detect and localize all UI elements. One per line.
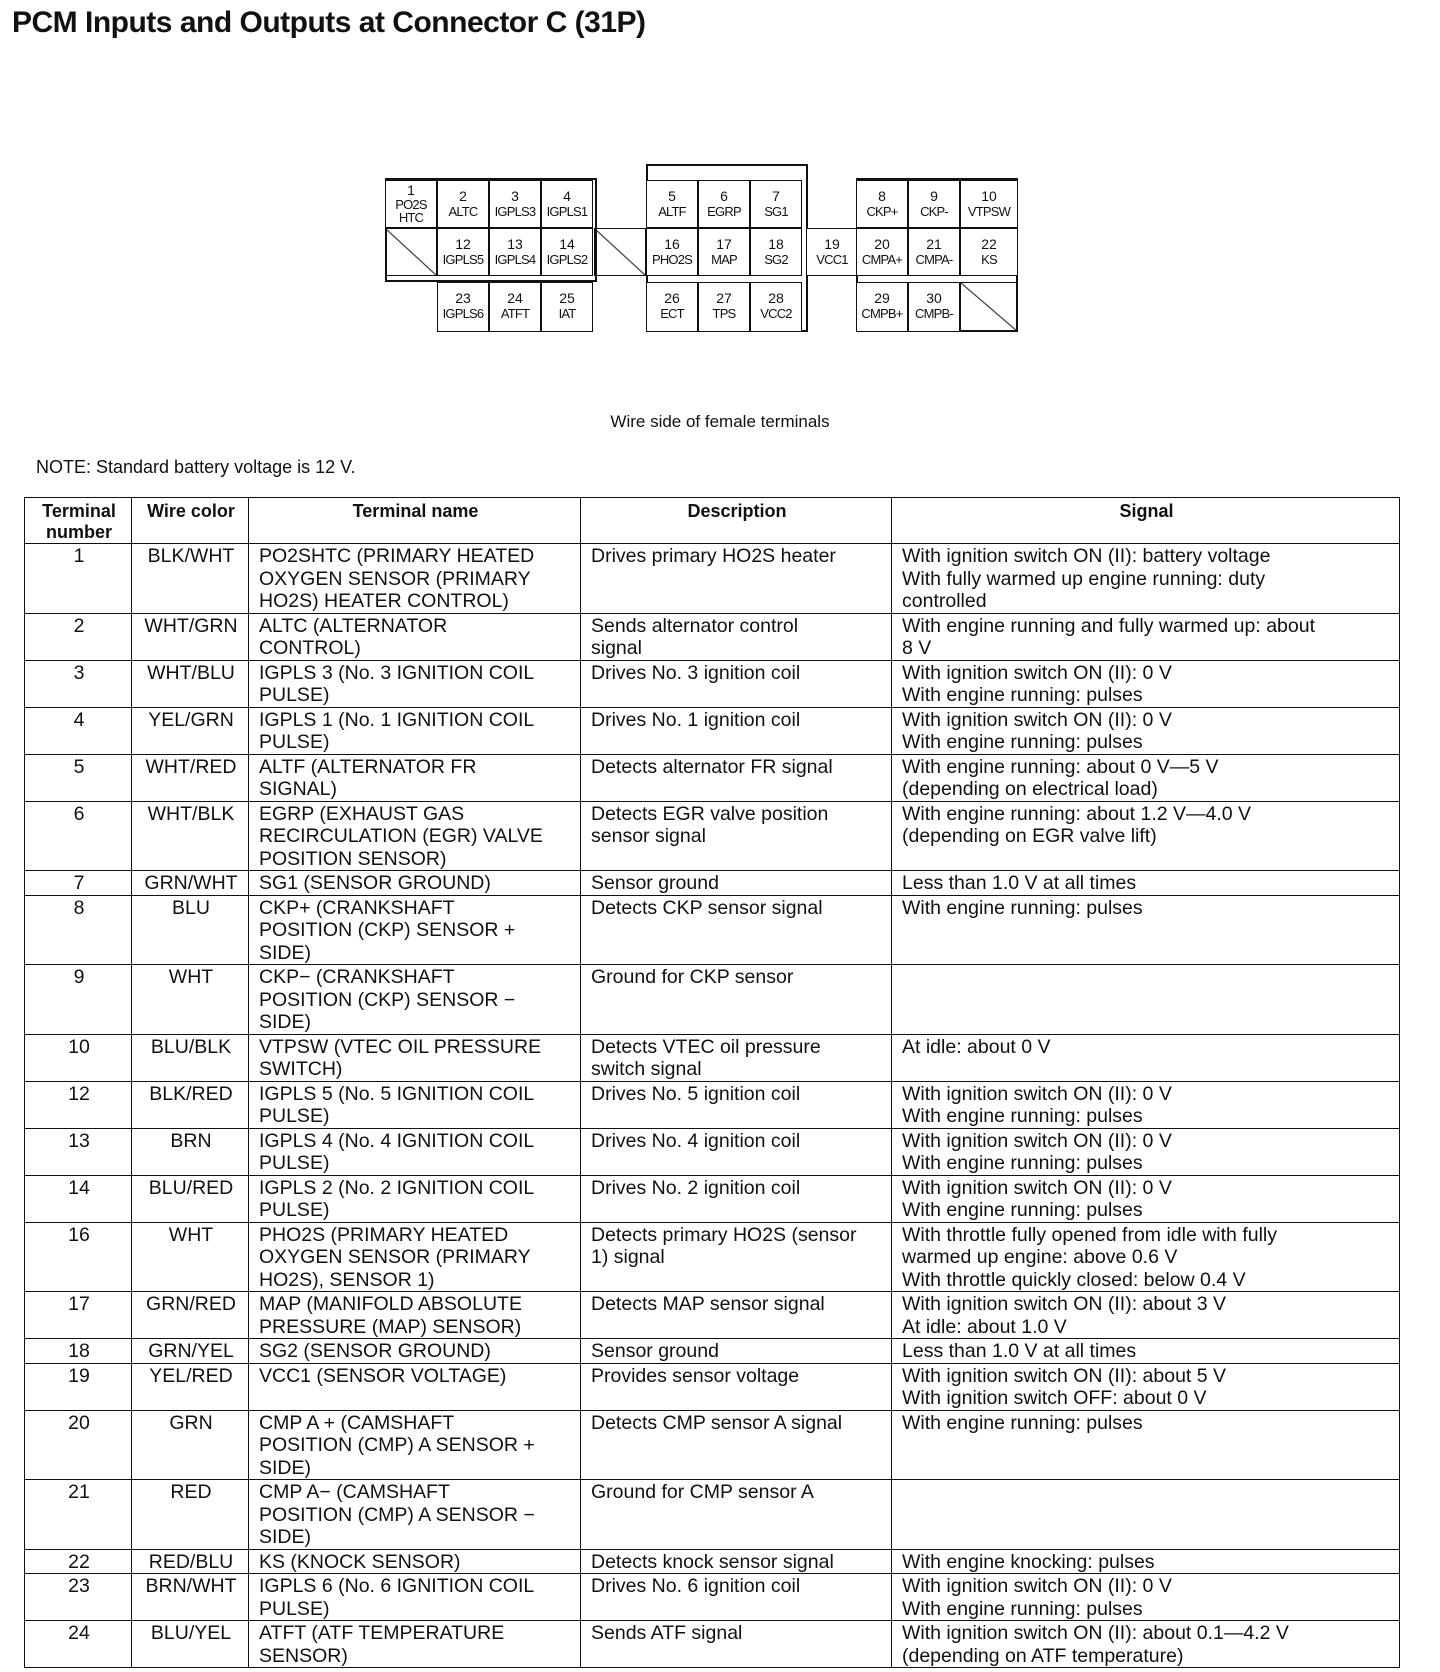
terminal-cell-12: 12 IGPLS5 xyxy=(437,228,489,276)
signal-cell: With engine running: pulses xyxy=(892,1410,1400,1480)
terminal-number-cell: 1 xyxy=(25,544,132,614)
terminal-number-cell: 23 xyxy=(25,1574,132,1621)
terminal-cell-17: 17 MAP xyxy=(698,228,750,276)
wire-color-cell: BLU xyxy=(132,895,249,965)
signal-cell: With ignition switch ON (II): 0 V With engine running: pulses xyxy=(892,1081,1400,1128)
wire-color-cell: WHT/RED xyxy=(132,754,249,801)
terminal-cell-blank-11 xyxy=(385,228,437,276)
description-cell: Detects primary HO2S (sensor 1) signal xyxy=(581,1222,892,1292)
signal-cell: With ignition switch ON (II): battery voltage With fully warmed up engine running: duty controlled xyxy=(892,544,1400,614)
table-row xyxy=(25,1621,1400,1668)
signal-cell: With engine running: about 0 V—5 V (depending on electrical load) xyxy=(892,754,1400,801)
table-row xyxy=(25,754,1400,801)
terminal-name-cell: CMP A− (CAMSHAFT POSITION (CMP) A SENSOR − SIDE) xyxy=(249,1480,581,1550)
wire-color-cell: WHT xyxy=(132,965,249,1035)
terminal-name-cell: IGPLS 1 (No. 1 IGNITION COIL PULSE) xyxy=(249,707,581,754)
wire-color-cell: YEL/RED xyxy=(132,1363,249,1410)
wire-color-cell: BLU/RED xyxy=(132,1175,249,1222)
terminal-cell-8: 8 CKP+ xyxy=(856,180,908,228)
terminal-number-cell: 4 xyxy=(25,707,132,754)
terminal-number-cell: 13 xyxy=(25,1128,132,1175)
signal-cell: With ignition switch ON (II): 0 V With engine running: pulses xyxy=(892,1128,1400,1175)
description-cell: Provides sensor voltage xyxy=(581,1363,892,1410)
signal-cell xyxy=(892,1480,1400,1550)
terminal-cell-5: 5 ALTF xyxy=(646,180,698,228)
header-terminal-name: Terminal name xyxy=(249,498,581,544)
terminal-name-cell: CMP A + (CAMSHAFT POSITION (CMP) A SENSOR + SIDE) xyxy=(249,1410,581,1480)
description-cell: Ground for CMP sensor A xyxy=(581,1480,892,1550)
wire-color-cell: GRN/RED xyxy=(132,1292,249,1339)
terminal-name-cell: SG2 (SENSOR GROUND) xyxy=(249,1339,581,1364)
wire-color-cell: WHT xyxy=(132,1222,249,1292)
terminal-cell-24: 24 ATFT xyxy=(489,282,541,332)
terminal-name-cell: IGPLS 4 (No. 4 IGNITION COIL PULSE) xyxy=(249,1128,581,1175)
terminal-cell-18: 18 SG2 xyxy=(750,228,802,276)
terminal-number-cell: 17 xyxy=(25,1292,132,1339)
wire-color-cell: BLK/WHT xyxy=(132,544,249,614)
header-wire-color: Wire color xyxy=(132,498,249,544)
wire-color-cell: GRN/WHT xyxy=(132,871,249,896)
description-cell: Detects VTEC oil pressure switch signal xyxy=(581,1034,892,1081)
description-cell: Drives No. 6 ignition coil xyxy=(581,1574,892,1621)
terminal-name-cell: ALTF (ALTERNATOR FR SIGNAL) xyxy=(249,754,581,801)
signal-cell: With ignition switch ON (II): about 5 V With ignition switch OFF: about 0 V xyxy=(892,1363,1400,1410)
table-header-row xyxy=(25,498,1400,544)
table-row xyxy=(25,1081,1400,1128)
terminal-number-cell: 10 xyxy=(25,1034,132,1081)
terminal-cell-2: 2 ALTC xyxy=(437,180,489,228)
terminal-name-cell: IGPLS 3 (No. 3 IGNITION COIL PULSE) xyxy=(249,660,581,707)
signal-cell: With ignition switch ON (II): 0 V With engine running: pulses xyxy=(892,1574,1400,1621)
terminal-cell-22: 22 KS xyxy=(960,228,1018,276)
signal-cell: With ignition switch ON (II): about 3 V At idle: about 1.0 V xyxy=(892,1292,1400,1339)
terminal-number-cell: 19 xyxy=(25,1363,132,1410)
terminal-number-cell: 5 xyxy=(25,754,132,801)
signal-cell: With ignition switch ON (II): about 0.1—4.2 V (depending on ATF temperature) xyxy=(892,1621,1400,1668)
terminal-number-cell: 2 xyxy=(25,613,132,660)
table-row xyxy=(25,965,1400,1035)
wire-color-cell: BRN/WHT xyxy=(132,1574,249,1621)
terminal-cell-10: 10 VTPSW xyxy=(960,180,1018,228)
description-cell: Detects CMP sensor A signal xyxy=(581,1410,892,1480)
terminal-name-cell: VCC1 (SENSOR VOLTAGE) xyxy=(249,1363,581,1410)
header-signal: Signal xyxy=(892,498,1400,544)
terminal-cell-3: 3 IGPLS3 xyxy=(489,180,541,228)
signal-cell: At idle: about 0 V xyxy=(892,1034,1400,1081)
description-cell: Drives No. 4 ignition coil xyxy=(581,1128,892,1175)
terminal-cell-21: 21 CMPA- xyxy=(908,228,960,276)
terminal-cell-30: 30 CMPB- xyxy=(908,282,960,332)
table-row xyxy=(25,1292,1400,1339)
table-row xyxy=(25,1574,1400,1621)
terminal-cell-blank-31 xyxy=(960,282,1018,332)
terminal-cell-16: 16 PHO2S xyxy=(646,228,698,276)
terminal-number-cell: 21 xyxy=(25,1480,132,1550)
terminal-cell-29: 29 CMPB+ xyxy=(856,282,908,332)
terminal-number-cell: 6 xyxy=(25,801,132,871)
terminal-number-cell: 16 xyxy=(25,1222,132,1292)
terminal-number-cell: 20 xyxy=(25,1410,132,1480)
terminal-name-cell: ALTC (ALTERNATOR CONTROL) xyxy=(249,613,581,660)
terminal-cell-27: 27 TPS xyxy=(698,282,750,332)
terminal-name-cell: SG1 (SENSOR GROUND) xyxy=(249,871,581,896)
signal-cell: With engine running: about 1.2 V—4.0 V (depending on EGR valve lift) xyxy=(892,801,1400,871)
table-row xyxy=(25,707,1400,754)
description-cell: Ground for CKP sensor xyxy=(581,965,892,1035)
signal-cell: Less than 1.0 V at all times xyxy=(892,1339,1400,1364)
description-cell: Detects MAP sensor signal xyxy=(581,1292,892,1339)
terminal-name-cell: PO2SHTC (PRIMARY HEATED OXYGEN SENSOR (PRIMARY HO2S) HEATER CONTROL) xyxy=(249,544,581,614)
terminal-number-cell: 7 xyxy=(25,871,132,896)
table-row xyxy=(25,613,1400,660)
description-cell: Sensor ground xyxy=(581,1339,892,1364)
terminal-number-cell: 12 xyxy=(25,1081,132,1128)
terminal-cell-23: 23 IGPLS6 xyxy=(437,282,489,332)
table-row xyxy=(25,1480,1400,1550)
description-cell: Drives primary HO2S heater xyxy=(581,544,892,614)
table-row xyxy=(25,1034,1400,1081)
description-cell: Detects knock sensor signal xyxy=(581,1549,892,1574)
battery-note: NOTE: Standard battery voltage is 12 V. xyxy=(36,457,356,477)
table-row xyxy=(25,895,1400,965)
terminal-number-cell: 24 xyxy=(25,1621,132,1668)
terminal-number-cell: 18 xyxy=(25,1339,132,1364)
terminal-name-cell: CKP− (CRANKSHAFT POSITION (CKP) SENSOR − SIDE) xyxy=(249,965,581,1035)
signal-cell: With ignition switch ON (II): 0 V With engine running: pulses xyxy=(892,660,1400,707)
signal-cell: With ignition switch ON (II): 0 V With engine running: pulses xyxy=(892,1175,1400,1222)
signal-cell: With engine knocking: pulses xyxy=(892,1549,1400,1574)
terminal-cell-25: 25 IAT xyxy=(541,282,593,332)
terminal-cell-14: 14 IGPLS2 xyxy=(541,228,593,276)
terminal-cell-blank-15 xyxy=(594,228,646,276)
table-row xyxy=(25,1339,1400,1364)
terminal-cell-28: 28 VCC2 xyxy=(750,282,802,332)
wire-color-cell: RED/BLU xyxy=(132,1549,249,1574)
terminal-cell-4: 4 IGPLS1 xyxy=(541,180,593,228)
description-cell: Detects CKP sensor signal xyxy=(581,895,892,965)
table-row xyxy=(25,1128,1400,1175)
table-row xyxy=(25,1222,1400,1292)
signal-cell: With engine running and fully warmed up: about 8 V xyxy=(892,613,1400,660)
terminal-cell-9: 9 CKP- xyxy=(908,180,960,228)
description-cell: Sensor ground xyxy=(581,871,892,896)
signal-cell: With ignition switch ON (II): 0 V With engine running: pulses xyxy=(892,707,1400,754)
wire-color-cell: BLK/RED xyxy=(132,1081,249,1128)
wire-color-cell: GRN xyxy=(132,1410,249,1480)
terminal-table xyxy=(24,497,1400,1668)
description-cell: Drives No. 1 ignition coil xyxy=(581,707,892,754)
terminal-name-cell: PHO2S (PRIMARY HEATED OXYGEN SENSOR (PRIMARY HO2S), SENSOR 1) xyxy=(249,1222,581,1292)
page-title: PCM Inputs and Outputs at Connector C (31P) xyxy=(12,6,646,39)
terminal-name-cell: IGPLS 6 (No. 6 IGNITION COIL PULSE) xyxy=(249,1574,581,1621)
wire-color-cell: BLU/YEL xyxy=(132,1621,249,1668)
description-cell: Sends alternator control signal xyxy=(581,613,892,660)
terminal-cell-7: 7 SG1 xyxy=(750,180,802,228)
signal-cell: With engine running: pulses xyxy=(892,895,1400,965)
terminal-cell-6: 6 EGRP xyxy=(698,180,750,228)
wire-color-cell: YEL/GRN xyxy=(132,707,249,754)
terminal-name-cell: ATFT (ATF TEMPERATURE SENSOR) xyxy=(249,1621,581,1668)
terminal-number-cell: 22 xyxy=(25,1549,132,1574)
terminal-name-cell: CKP+ (CRANKSHAFT POSITION (CKP) SENSOR + SIDE) xyxy=(249,895,581,965)
terminal-name-cell: EGRP (EXHAUST GAS RECIRCULATION (EGR) VALVE POSITION SENSOR) xyxy=(249,801,581,871)
terminal-number-cell: 9 xyxy=(25,965,132,1035)
terminal-cell-19: 19 VCC1 xyxy=(806,228,858,276)
table-body xyxy=(25,544,1400,1668)
table-row xyxy=(25,1410,1400,1480)
table-row xyxy=(25,660,1400,707)
header-description: Description xyxy=(581,498,892,544)
terminal-number-cell: 14 xyxy=(25,1175,132,1222)
connector-caption: Wire side of female terminals xyxy=(610,412,830,431)
wire-color-cell: BRN xyxy=(132,1128,249,1175)
wire-color-cell: GRN/YEL xyxy=(132,1339,249,1364)
terminal-number-cell: 8 xyxy=(25,895,132,965)
table-row xyxy=(25,1363,1400,1410)
table-row xyxy=(25,801,1400,871)
terminal-cell-26: 26 ECT xyxy=(646,282,698,332)
wire-color-cell: WHT/BLU xyxy=(132,660,249,707)
signal-cell: With throttle fully opened from idle with fully warmed up engine: above 0.6 V With throttle quickly closed: below 0.4 V xyxy=(892,1222,1400,1292)
table-row xyxy=(25,1175,1400,1222)
terminal-name-cell: IGPLS 5 (No. 5 IGNITION COIL PULSE) xyxy=(249,1081,581,1128)
description-cell: Drives No. 3 ignition coil xyxy=(581,660,892,707)
wire-color-cell: RED xyxy=(132,1480,249,1550)
table-row xyxy=(25,871,1400,896)
terminal-cell-13: 13 IGPLS4 xyxy=(489,228,541,276)
terminal-name-cell: IGPLS 2 (No. 2 IGNITION COIL PULSE) xyxy=(249,1175,581,1222)
table-row xyxy=(25,1549,1400,1574)
description-cell: Sends ATF signal xyxy=(581,1621,892,1668)
description-cell: Detects alternator FR signal xyxy=(581,754,892,801)
terminal-cell-1: 1 PO2S HTC xyxy=(385,180,437,228)
table-row xyxy=(25,544,1400,614)
description-cell: Drives No. 2 ignition coil xyxy=(581,1175,892,1222)
description-cell: Drives No. 5 ignition coil xyxy=(581,1081,892,1128)
wire-color-cell: WHT/GRN xyxy=(132,613,249,660)
terminal-number-cell: 3 xyxy=(25,660,132,707)
header-terminal-number: Terminal number xyxy=(25,498,132,544)
signal-cell: Less than 1.0 V at all times xyxy=(892,871,1400,896)
description-cell: Detects EGR valve position sensor signal xyxy=(581,801,892,871)
terminal-name-cell: VTPSW (VTEC OIL PRESSURE SWITCH) xyxy=(249,1034,581,1081)
terminal-name-cell: MAP (MANIFOLD ABSOLUTE PRESSURE (MAP) SENSOR) xyxy=(249,1292,581,1339)
terminal-name-cell: KS (KNOCK SENSOR) xyxy=(249,1549,581,1574)
terminal-cell-20: 20 CMPA+ xyxy=(856,228,908,276)
signal-cell xyxy=(892,965,1400,1035)
wire-color-cell: WHT/BLK xyxy=(132,801,249,871)
wire-color-cell: BLU/BLK xyxy=(132,1034,249,1081)
